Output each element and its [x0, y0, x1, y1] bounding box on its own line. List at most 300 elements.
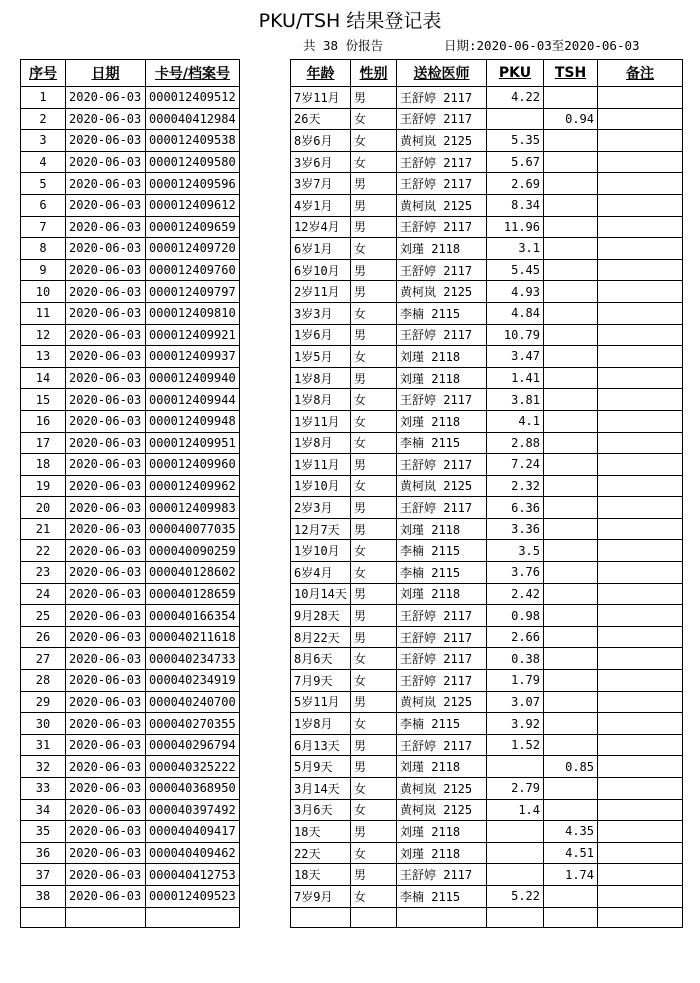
- cell-tsh: [544, 626, 598, 648]
- cell-tsh: [544, 281, 598, 303]
- cell-sex: 男: [351, 605, 397, 627]
- cell-doctor: 王舒婷 2117: [397, 626, 487, 648]
- cell-age: 18天: [291, 864, 351, 886]
- table-row: [21, 864, 683, 886]
- cell-date: 2020-06-03: [66, 605, 146, 627]
- cell-doctor: 黄柯岚 2125: [397, 799, 487, 821]
- cell-age: 1岁10月: [291, 540, 351, 562]
- cell-seq: 8: [21, 238, 66, 260]
- cell-tsh: [544, 238, 598, 260]
- cell-pku: [487, 842, 544, 864]
- gap-cell: [240, 108, 291, 130]
- table-row: [21, 691, 683, 713]
- cell-date: 2020-06-03: [66, 346, 146, 368]
- cell-pku: 3.36: [487, 518, 544, 540]
- cell-card-no: 000012409948: [146, 410, 240, 432]
- gap-cell: [240, 346, 291, 368]
- cell-date: 2020-06-03: [66, 324, 146, 346]
- cell-date: 2020-06-03: [66, 864, 146, 886]
- cell-age: 1岁8月: [291, 389, 351, 411]
- cell-date: 2020-06-03: [66, 475, 146, 497]
- cell-age: 1岁5月: [291, 346, 351, 368]
- cell-age: 8月6天: [291, 648, 351, 670]
- gap-cell: [240, 173, 291, 195]
- cell-card-no: 000012409538: [146, 130, 240, 152]
- cell-date: 2020-06-03: [66, 885, 146, 907]
- table-body: [21, 87, 683, 928]
- cell-pku: 2.32: [487, 475, 544, 497]
- cell-doctor: 王舒婷 2117: [397, 389, 487, 411]
- results-table: [20, 59, 683, 928]
- cell-tsh: [544, 605, 598, 627]
- cell-age: 1岁8月: [291, 367, 351, 389]
- gap-cell: [240, 885, 291, 907]
- cell-card-no: 000040128659: [146, 583, 240, 605]
- cell-remarks: [598, 562, 683, 584]
- gap-cell: [240, 87, 291, 109]
- cell-date: 2020-06-03: [66, 216, 146, 238]
- table-row: [21, 799, 683, 821]
- cell-remarks: [598, 885, 683, 907]
- cell-doctor: 李楠 2115: [397, 302, 487, 324]
- gap-cell: [240, 583, 291, 605]
- cell-age: 8月22天: [291, 626, 351, 648]
- cell-remarks: [598, 432, 683, 454]
- cell-tsh: [544, 194, 598, 216]
- table-row: [21, 756, 683, 778]
- gap-cell: [240, 259, 291, 281]
- cell-pku: 3.07: [487, 691, 544, 713]
- cell-pku: 1.4: [487, 799, 544, 821]
- cell-seq: 31: [21, 734, 66, 756]
- empty-cell: [66, 907, 146, 927]
- gap-cell: [240, 281, 291, 303]
- cell-seq: 22: [21, 540, 66, 562]
- cell-remarks: [598, 259, 683, 281]
- cell-tsh: [544, 216, 598, 238]
- cell-age: 6岁4月: [291, 562, 351, 584]
- cell-tsh: [544, 367, 598, 389]
- cell-sex: 女: [351, 151, 397, 173]
- cell-remarks: [598, 108, 683, 130]
- cell-doctor: 李楠 2115: [397, 540, 487, 562]
- cell-sex: 女: [351, 885, 397, 907]
- cell-remarks: [598, 497, 683, 519]
- cell-pku: 11.96: [487, 216, 544, 238]
- table-row: [21, 605, 683, 627]
- table-row: [21, 87, 683, 109]
- cell-pku: 5.45: [487, 259, 544, 281]
- cell-pku: 2.88: [487, 432, 544, 454]
- cell-card-no: 000012409810: [146, 302, 240, 324]
- cell-tsh: [544, 562, 598, 584]
- cell-sex: 女: [351, 713, 397, 735]
- cell-date: 2020-06-03: [66, 389, 146, 411]
- table-row: [21, 540, 683, 562]
- cell-sex: 男: [351, 281, 397, 303]
- cell-tsh: [544, 648, 598, 670]
- cell-remarks: [598, 346, 683, 368]
- gap-cell: [240, 432, 291, 454]
- cell-age: 3岁3月: [291, 302, 351, 324]
- cell-date: 2020-06-03: [66, 410, 146, 432]
- cell-doctor: 黄柯岚 2125: [397, 130, 487, 152]
- cell-age: 5月9天: [291, 756, 351, 778]
- cell-date: 2020-06-03: [66, 799, 146, 821]
- cell-seq: 11: [21, 302, 66, 324]
- cell-seq: 24: [21, 583, 66, 605]
- cell-tsh: [544, 713, 598, 735]
- cell-date: 2020-06-03: [66, 756, 146, 778]
- header-date: 日期: [66, 60, 146, 87]
- cell-tsh: 0.85: [544, 756, 598, 778]
- report-count: 共 38 份报告: [303, 38, 384, 53]
- cell-age: 6月13天: [291, 734, 351, 756]
- empty-cell: [146, 907, 240, 927]
- cell-date: 2020-06-03: [66, 540, 146, 562]
- cell-seq: 3: [21, 130, 66, 152]
- cell-seq: 16: [21, 410, 66, 432]
- cell-remarks: [598, 691, 683, 713]
- cell-card-no: 000040211618: [146, 626, 240, 648]
- empty-cell: [21, 907, 66, 927]
- cell-sex: 男: [351, 87, 397, 109]
- cell-card-no: 000012409797: [146, 281, 240, 303]
- table-row: [21, 389, 683, 411]
- cell-sex: 女: [351, 108, 397, 130]
- cell-card-no: 000012409596: [146, 173, 240, 195]
- cell-seq: 2: [21, 108, 66, 130]
- cell-remarks: [598, 281, 683, 303]
- cell-sex: 男: [351, 324, 397, 346]
- cell-sex: 女: [351, 778, 397, 800]
- cell-card-no: 000012409659: [146, 216, 240, 238]
- cell-tsh: [544, 583, 598, 605]
- cell-seq: 23: [21, 562, 66, 584]
- cell-tsh: [544, 87, 598, 109]
- table-row: [21, 324, 683, 346]
- gap-cell: [240, 216, 291, 238]
- cell-date: 2020-06-03: [66, 734, 146, 756]
- cell-seq: 30: [21, 713, 66, 735]
- cell-card-no: 000012409983: [146, 497, 240, 519]
- cell-tsh: [544, 151, 598, 173]
- cell-remarks: [598, 713, 683, 735]
- header-card-no: 卡号/档案号: [146, 60, 240, 87]
- cell-card-no: 000040296794: [146, 734, 240, 756]
- cell-sex: 女: [351, 648, 397, 670]
- cell-seq: 1: [21, 87, 66, 109]
- gap-cell: [240, 194, 291, 216]
- header-seq: 序号: [21, 60, 66, 87]
- cell-tsh: [544, 670, 598, 692]
- cell-date: 2020-06-03: [66, 194, 146, 216]
- cell-remarks: [598, 626, 683, 648]
- cell-doctor: 王舒婷 2117: [397, 497, 487, 519]
- cell-date: 2020-06-03: [66, 130, 146, 152]
- gap-cell: [240, 302, 291, 324]
- cell-card-no: 000040234919: [146, 670, 240, 692]
- cell-pku: 1.41: [487, 367, 544, 389]
- table-row: [21, 778, 683, 800]
- gap-cell: [240, 238, 291, 260]
- table-row: [21, 216, 683, 238]
- cell-doctor: 李楠 2115: [397, 432, 487, 454]
- cell-remarks: [598, 87, 683, 109]
- cell-remarks: [598, 367, 683, 389]
- table-row: [21, 475, 683, 497]
- cell-tsh: [544, 518, 598, 540]
- cell-seq: 32: [21, 756, 66, 778]
- table-row: [21, 346, 683, 368]
- cell-date: 2020-06-03: [66, 302, 146, 324]
- empty-cell: [487, 907, 544, 927]
- gap-cell: [240, 734, 291, 756]
- table-row: [21, 130, 683, 152]
- cell-doctor: 李楠 2115: [397, 713, 487, 735]
- table-row: [21, 518, 683, 540]
- gap-cell: [240, 713, 291, 735]
- cell-card-no: 000012409951: [146, 432, 240, 454]
- cell-doctor: 刘瑾 2118: [397, 842, 487, 864]
- cell-card-no: 000040240700: [146, 691, 240, 713]
- cell-tsh: 4.51: [544, 842, 598, 864]
- header-tsh: TSH: [544, 60, 598, 87]
- cell-pku: 8.34: [487, 194, 544, 216]
- cell-age: 10月14天: [291, 583, 351, 605]
- cell-age: 3月14天: [291, 778, 351, 800]
- cell-remarks: [598, 238, 683, 260]
- cell-card-no: 000040166354: [146, 605, 240, 627]
- gap-cell: [240, 778, 291, 800]
- cell-tsh: [544, 885, 598, 907]
- cell-sex: 女: [351, 389, 397, 411]
- cell-age: 1岁6月: [291, 324, 351, 346]
- cell-date: 2020-06-03: [66, 454, 146, 476]
- cell-tsh: [544, 454, 598, 476]
- gap-cell: [240, 324, 291, 346]
- cell-pku: [487, 864, 544, 886]
- cell-age: 6岁1月: [291, 238, 351, 260]
- cell-tsh: [544, 691, 598, 713]
- cell-sex: 女: [351, 346, 397, 368]
- cell-doctor: 黄柯岚 2125: [397, 691, 487, 713]
- table-row: [21, 410, 683, 432]
- cell-date: 2020-06-03: [66, 583, 146, 605]
- table-row: [21, 151, 683, 173]
- cell-card-no: 000040077035: [146, 518, 240, 540]
- cell-card-no: 000040128602: [146, 562, 240, 584]
- table-row: [21, 259, 683, 281]
- cell-remarks: [598, 670, 683, 692]
- cell-date: 2020-06-03: [66, 281, 146, 303]
- cell-remarks: [598, 302, 683, 324]
- cell-seq: 27: [21, 648, 66, 670]
- header-doctor: 送检医师: [397, 60, 487, 87]
- table-row: [21, 734, 683, 756]
- cell-card-no: 000012409960: [146, 454, 240, 476]
- cell-card-no: 000012409944: [146, 389, 240, 411]
- cell-remarks: [598, 324, 683, 346]
- cell-sex: 男: [351, 497, 397, 519]
- cell-age: 1岁8月: [291, 713, 351, 735]
- cell-pku: 0.38: [487, 648, 544, 670]
- cell-tsh: [544, 173, 598, 195]
- cell-seq: 7: [21, 216, 66, 238]
- cell-sex: 男: [351, 864, 397, 886]
- header-gap: [240, 60, 291, 87]
- cell-date: 2020-06-03: [66, 108, 146, 130]
- cell-pku: [487, 108, 544, 130]
- cell-tsh: [544, 778, 598, 800]
- header-age: 年龄: [291, 60, 351, 87]
- gap-cell: [240, 605, 291, 627]
- cell-remarks: [598, 605, 683, 627]
- cell-remarks: [598, 454, 683, 476]
- cell-tsh: 4.35: [544, 821, 598, 843]
- cell-age: 9月28天: [291, 605, 351, 627]
- date-range: 日期:2020-06-03至2020-06-03: [444, 38, 640, 53]
- cell-age: 4岁1月: [291, 194, 351, 216]
- cell-doctor: 黄柯岚 2125: [397, 281, 487, 303]
- gap-cell: [240, 130, 291, 152]
- cell-doctor: 王舒婷 2117: [397, 670, 487, 692]
- cell-remarks: [598, 151, 683, 173]
- cell-date: 2020-06-03: [66, 778, 146, 800]
- empty-cell: [544, 907, 598, 927]
- cell-doctor: 王舒婷 2117: [397, 648, 487, 670]
- cell-pku: 3.92: [487, 713, 544, 735]
- cell-card-no: 000012409760: [146, 259, 240, 281]
- cell-remarks: [598, 648, 683, 670]
- cell-age: 1岁11月: [291, 454, 351, 476]
- cell-date: 2020-06-03: [66, 842, 146, 864]
- cell-date: 2020-06-03: [66, 518, 146, 540]
- cell-seq: 6: [21, 194, 66, 216]
- empty-cell: [351, 907, 397, 927]
- cell-seq: 18: [21, 454, 66, 476]
- cell-doctor: 刘瑾 2118: [397, 821, 487, 843]
- table-row: [21, 194, 683, 216]
- gap-cell: [240, 518, 291, 540]
- cell-sex: 女: [351, 670, 397, 692]
- gap-cell: [240, 648, 291, 670]
- cell-sex: 男: [351, 583, 397, 605]
- cell-date: 2020-06-03: [66, 691, 146, 713]
- gap-cell: [240, 454, 291, 476]
- page-title: PKU/TSH 结果登记表: [258, 10, 442, 32]
- cell-card-no: 000040397492: [146, 799, 240, 821]
- gap-cell: [240, 389, 291, 411]
- cell-remarks: [598, 518, 683, 540]
- cell-remarks: [598, 842, 683, 864]
- cell-seq: 38: [21, 885, 66, 907]
- cell-card-no: 000012409512: [146, 87, 240, 109]
- cell-date: 2020-06-03: [66, 497, 146, 519]
- cell-doctor: 刘瑾 2118: [397, 367, 487, 389]
- cell-sex: 男: [351, 367, 397, 389]
- cell-card-no: 000040409417: [146, 821, 240, 843]
- cell-doctor: 刘瑾 2118: [397, 346, 487, 368]
- empty-cell: [598, 907, 683, 927]
- gap-cell: [240, 410, 291, 432]
- table-row: [21, 626, 683, 648]
- gap-cell: [240, 821, 291, 843]
- cell-sex: 男: [351, 821, 397, 843]
- cell-remarks: [598, 410, 683, 432]
- cell-doctor: 刘瑾 2118: [397, 518, 487, 540]
- cell-pku: 4.93: [487, 281, 544, 303]
- cell-seq: 37: [21, 864, 66, 886]
- cell-sex: 女: [351, 799, 397, 821]
- cell-remarks: [598, 130, 683, 152]
- cell-seq: 26: [21, 626, 66, 648]
- cell-doctor: 王舒婷 2117: [397, 216, 487, 238]
- cell-date: 2020-06-03: [66, 821, 146, 843]
- gap-cell: [240, 799, 291, 821]
- cell-seq: 21: [21, 518, 66, 540]
- table-row: [21, 281, 683, 303]
- cell-doctor: 刘瑾 2118: [397, 583, 487, 605]
- gap-cell: [240, 864, 291, 886]
- cell-pku: 3.1: [487, 238, 544, 260]
- cell-date: 2020-06-03: [66, 713, 146, 735]
- cell-tsh: 1.74: [544, 864, 598, 886]
- cell-card-no: 000040090259: [146, 540, 240, 562]
- cell-remarks: [598, 173, 683, 195]
- table-row: [21, 821, 683, 843]
- gap-cell: [240, 540, 291, 562]
- cell-seq: 5: [21, 173, 66, 195]
- cell-pku: 4.84: [487, 302, 544, 324]
- cell-doctor: 刘瑾 2118: [397, 410, 487, 432]
- header-pku: PKU: [487, 60, 544, 87]
- cell-seq: 9: [21, 259, 66, 281]
- cell-date: 2020-06-03: [66, 432, 146, 454]
- cell-remarks: [598, 821, 683, 843]
- cell-age: 6岁10月: [291, 259, 351, 281]
- cell-remarks: [598, 583, 683, 605]
- cell-seq: 34: [21, 799, 66, 821]
- cell-pku: 0.98: [487, 605, 544, 627]
- cell-card-no: 000012409962: [146, 475, 240, 497]
- cell-sex: 男: [351, 691, 397, 713]
- cell-card-no: 000040412753: [146, 864, 240, 886]
- cell-sex: 男: [351, 518, 397, 540]
- cell-remarks: [598, 864, 683, 886]
- cell-pku: 5.35: [487, 130, 544, 152]
- gap-cell: [240, 670, 291, 692]
- cell-pku: 4.22: [487, 87, 544, 109]
- cell-pku: 7.24: [487, 454, 544, 476]
- cell-sex: 女: [351, 475, 397, 497]
- gap-cell: [240, 626, 291, 648]
- cell-pku: 1.52: [487, 734, 544, 756]
- cell-age: 1岁8月: [291, 432, 351, 454]
- cell-seq: 28: [21, 670, 66, 692]
- cell-remarks: [598, 194, 683, 216]
- cell-remarks: [598, 756, 683, 778]
- cell-card-no: 000012409523: [146, 885, 240, 907]
- cell-card-no: 000040412984: [146, 108, 240, 130]
- table-row: [21, 562, 683, 584]
- cell-date: 2020-06-03: [66, 648, 146, 670]
- table-row: [21, 583, 683, 605]
- cell-seq: 29: [21, 691, 66, 713]
- table-row: [21, 173, 683, 195]
- cell-sex: 男: [351, 454, 397, 476]
- table-row: [21, 497, 683, 519]
